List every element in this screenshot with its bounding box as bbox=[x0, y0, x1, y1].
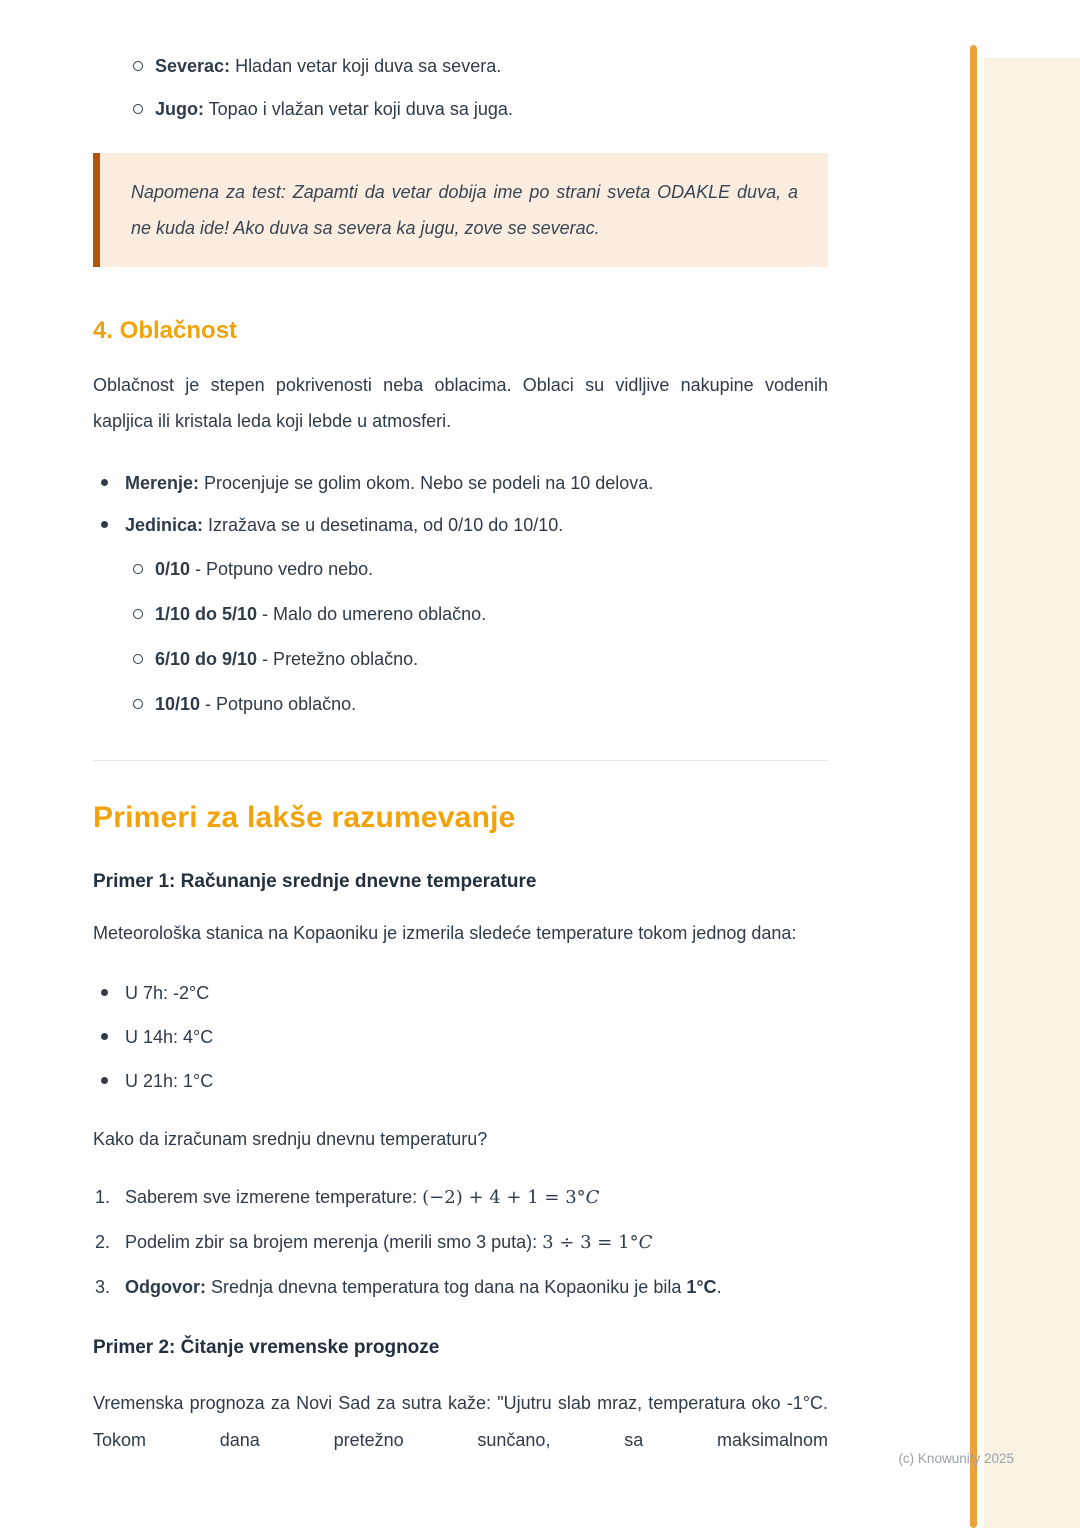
scale-item bbox=[93, 600, 828, 628]
circle-bullet-icon bbox=[133, 564, 143, 574]
math-unit: °C bbox=[629, 1232, 653, 1253]
page-edge-accent-bar bbox=[970, 45, 977, 1528]
bullet-icon bbox=[101, 1033, 108, 1040]
list-desc: Hladan vetar koji duva sa severa. bbox=[230, 56, 502, 76]
circle-bullet-icon bbox=[133, 609, 143, 619]
list-desc: Izražava se u desetinama, od 0/10 do 10/10. bbox=[203, 515, 564, 535]
scale-desc: - Malo do umereno oblačno. bbox=[257, 604, 487, 624]
math-expression: 3 ÷ 3 = 1 bbox=[542, 1232, 630, 1253]
bullet-icon bbox=[101, 521, 108, 528]
step-item bbox=[93, 1273, 828, 1301]
scale-desc: - Potpuno oblačno. bbox=[200, 694, 357, 714]
list-term: Jedinica: bbox=[125, 515, 204, 535]
measurement-text: U 21h: 1°C bbox=[125, 1071, 214, 1091]
list-item-jedinica bbox=[93, 511, 828, 539]
circle-bullet-icon bbox=[133, 699, 143, 709]
step-number: 1. bbox=[95, 1187, 111, 1207]
primer1-intro: Meteorološka stanica na Kopaoniku je izmerila sledeće temperature tokom jednog dana: bbox=[93, 923, 797, 943]
examples-heading: Primeri za lakše razumevanje bbox=[93, 801, 516, 834]
page-edge-panel bbox=[984, 58, 1080, 1528]
scale-term: 10/10 bbox=[155, 694, 201, 714]
step-number: 2. bbox=[95, 1232, 111, 1252]
step-text: Podelim zbir sa brojem merenja (merili smo 3 puta): bbox=[125, 1232, 543, 1252]
measurement-text: U 14h: 4°C bbox=[125, 1027, 214, 1047]
list-term: Severac: bbox=[155, 56, 231, 76]
list-desc: Procenjuje se golim okom. Nebo se podeli na 10 delova. bbox=[199, 473, 654, 493]
step-text: Srednja dnevna temperatura tog dana na Kopaoniku je bila bbox=[206, 1277, 687, 1297]
primer1-question: Kako da izračunam srednju dnevnu temperaturu? bbox=[93, 1129, 488, 1149]
oblacnost-list bbox=[93, 469, 828, 539]
list-term: Jugo: bbox=[155, 99, 204, 119]
scale-item bbox=[93, 690, 828, 718]
measurement-item bbox=[93, 1067, 828, 1095]
scale-item bbox=[93, 555, 828, 583]
scale-item bbox=[93, 645, 828, 673]
bullet-icon bbox=[101, 1077, 108, 1084]
primer1-title: Primer 1: Računanje srednje dnevne temperature bbox=[93, 871, 537, 892]
list-item-jugo bbox=[93, 95, 828, 123]
note-callout-text: Napomena za test: Zapamti da vetar dobija ime po strani sveta ODAKLE duva, a ne kuda ide! Ako duva sa severa ka jugu, zove se severac. bbox=[131, 182, 798, 238]
primer2-intro: Vremenska prognoza za Novi Sad za sutra kaže: "Ujutru slab mraz, temperatura oko -1°C. Tokom dana pretežno sunčano, sa maksimalnom bbox=[93, 1393, 828, 1450]
section-divider bbox=[93, 760, 828, 761]
step-result: 1°C bbox=[686, 1277, 717, 1297]
step-item bbox=[93, 1183, 828, 1212]
step-text: Saberem sve izmerene temperature: bbox=[125, 1187, 423, 1207]
step-suffix: . bbox=[716, 1277, 722, 1297]
step-number: 3. bbox=[95, 1277, 111, 1297]
cloudiness-scale-list bbox=[93, 555, 828, 718]
calculation-steps bbox=[93, 1183, 828, 1301]
measurements-list bbox=[93, 979, 828, 1095]
measurement-item bbox=[93, 979, 828, 1007]
step-item bbox=[93, 1228, 828, 1257]
math-unit: °C bbox=[576, 1187, 600, 1208]
scale-desc: - Pretežno oblačno. bbox=[257, 649, 419, 669]
watermark: (c) Knowunity 2025 bbox=[898, 1451, 1014, 1466]
scale-term: 1/10 do 5/10 bbox=[155, 604, 258, 624]
math-expression: (−2) + 4 + 1 = 3 bbox=[422, 1187, 577, 1208]
measurement-text: U 7h: -2°C bbox=[125, 983, 210, 1003]
scale-term: 0/10 bbox=[155, 559, 191, 579]
circle-bullet-icon bbox=[133, 61, 143, 71]
section-heading-oblacnost: 4. Oblačnost bbox=[93, 317, 238, 344]
list-desc: Topao i vlažan vetar koji duva sa juga. bbox=[204, 99, 513, 119]
circle-bullet-icon bbox=[133, 654, 143, 664]
bullet-icon bbox=[101, 479, 108, 486]
scale-term: 6/10 do 9/10 bbox=[155, 649, 258, 669]
list-item-severac bbox=[93, 52, 828, 80]
bullet-icon bbox=[101, 989, 108, 996]
document-content bbox=[93, 0, 828, 1459]
primer2-title: Primer 2: Čitanje vremenske prognoze bbox=[93, 1337, 440, 1358]
list-item-merenje bbox=[93, 469, 828, 497]
circle-bullet-icon bbox=[133, 104, 143, 114]
scale-desc: - Potpuno vedro nebo. bbox=[190, 559, 374, 579]
list-term: Merenje: bbox=[125, 473, 200, 493]
measurement-item bbox=[93, 1023, 828, 1051]
wind-types-list bbox=[93, 52, 828, 123]
oblacnost-intro: Oblačnost je stepen pokrivenosti neba oblacima. Oblaci su vidljive nakupine vodenih kapljica ili kristala leda koji lebde u atmosferi. bbox=[93, 375, 828, 431]
step-term: Odgovor: bbox=[125, 1277, 206, 1297]
note-callout bbox=[93, 153, 828, 267]
